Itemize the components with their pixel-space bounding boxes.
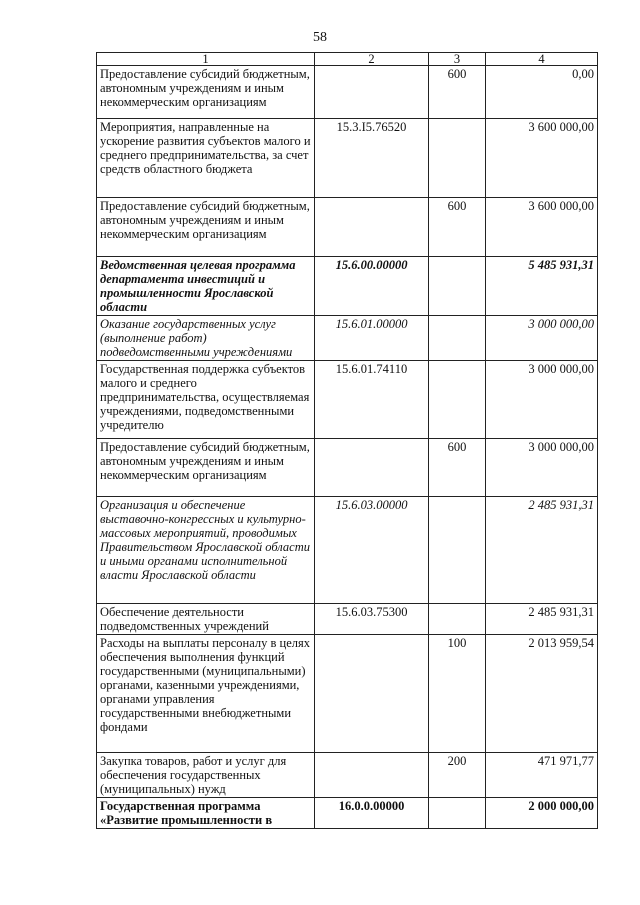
column-header-4: 4 [486, 53, 598, 66]
row-kvr-cell [429, 798, 486, 829]
row-kvr-cell: 100 [429, 635, 486, 753]
row-sum-cell: 471 971,77 [486, 753, 598, 798]
row-kvr-cell: 600 [429, 66, 486, 119]
table-body [97, 66, 598, 829]
row-sum-cell: 3 000 000,00 [486, 439, 598, 497]
row-name-cell: Предоставление субсидий бюджетным, автономным учреждениям и иным некоммерческим организациям [97, 439, 315, 497]
table-row [97, 604, 598, 635]
row-code-cell [315, 753, 429, 798]
row-name-cell: Ведомственная целевая программа департамента инвестиций и промышленности Ярославской области [97, 257, 315, 316]
row-name-cell: Расходы на выплаты персоналу в целях обеспечения выполнения функций государственными (муниципальными) органами, казенными учреждениями, органами управления государственными внебюджетными фондами [97, 635, 315, 753]
table-row [97, 439, 598, 497]
row-sum-cell: 2 013 959,54 [486, 635, 598, 753]
row-name-cell: Обеспечение деятельности подведомственных учреждений [97, 604, 315, 635]
row-kvr-cell [429, 361, 486, 439]
row-kvr-cell [429, 119, 486, 198]
table-row [97, 753, 598, 798]
row-kvr-cell [429, 497, 486, 604]
row-sum-cell: 3 000 000,00 [486, 316, 598, 361]
table-row [97, 635, 598, 753]
row-sum-cell: 2 485 931,31 [486, 604, 598, 635]
row-code-cell [315, 439, 429, 497]
table-row [97, 361, 598, 439]
row-sum-cell: 5 485 931,31 [486, 257, 598, 316]
row-kvr-cell: 600 [429, 439, 486, 497]
row-code-cell [315, 66, 429, 119]
table-row [97, 119, 598, 198]
table-row [97, 497, 598, 604]
row-sum-cell: 3 600 000,00 [486, 198, 598, 257]
row-kvr-cell [429, 604, 486, 635]
table-row [97, 198, 598, 257]
row-kvr-cell: 600 [429, 198, 486, 257]
row-name-cell: Мероприятия, направленные на ускорение развития субъектов малого и среднего предпринимательства, за счет средств областного бюджета [97, 119, 315, 198]
row-sum-cell: 0,00 [486, 66, 598, 119]
row-name-cell: Государственная программа «Развитие промышленности в [97, 798, 315, 829]
table-row [97, 257, 598, 316]
row-kvr-cell [429, 316, 486, 361]
table-header-row [97, 53, 598, 66]
table-row [97, 66, 598, 119]
row-name-cell: Оказание государственных услуг (выполнение работ) подведомственными учреждениями [97, 316, 315, 361]
row-sum-cell: 2 485 931,31 [486, 497, 598, 604]
page-number: 58 [313, 30, 327, 45]
row-code-cell [315, 198, 429, 257]
table-row [97, 316, 598, 361]
row-code-cell: 15.3.I5.76520 [315, 119, 429, 198]
row-code-cell: 16.0.0.00000 [315, 798, 429, 829]
row-code-cell: 15.6.03.75300 [315, 604, 429, 635]
row-code-cell: 15.6.03.00000 [315, 497, 429, 604]
table-row [97, 798, 598, 829]
row-kvr-cell: 200 [429, 753, 486, 798]
row-name-cell: Закупка товаров, работ и услуг для обеспечения государственных (муниципальных) нужд [97, 753, 315, 798]
column-header-3: 3 [429, 53, 486, 66]
row-name-cell: Государственная поддержка субъектов малого и среднего предпринимательства, осуществляемая учреждениями, подведомственными учредителю [97, 361, 315, 439]
row-name-cell: Предоставление субсидий бюджетным, автономным учреждениям и иным некоммерческим организациям [97, 66, 315, 119]
budget-table [96, 52, 598, 829]
row-name-cell: Предоставление субсидий бюджетным, автономным учреждениям и иным некоммерческим организациям [97, 198, 315, 257]
row-sum-cell: 3 000 000,00 [486, 361, 598, 439]
row-name-cell: Организация и обеспечение выставочно-конгрессных и культурно-массовых мероприятий, проводимых Правительством Ярославской области и иными органами исполнительной власти Ярославской области [97, 497, 315, 604]
row-sum-cell: 2 000 000,00 [486, 798, 598, 829]
column-header-2: 2 [315, 53, 429, 66]
column-header-1: 1 [97, 53, 315, 66]
row-sum-cell: 3 600 000,00 [486, 119, 598, 198]
row-code-cell: 15.6.01.00000 [315, 316, 429, 361]
row-code-cell: 15.6.01.74110 [315, 361, 429, 439]
row-code-cell [315, 635, 429, 753]
row-code-cell: 15.6.00.00000 [315, 257, 429, 316]
row-kvr-cell [429, 257, 486, 316]
